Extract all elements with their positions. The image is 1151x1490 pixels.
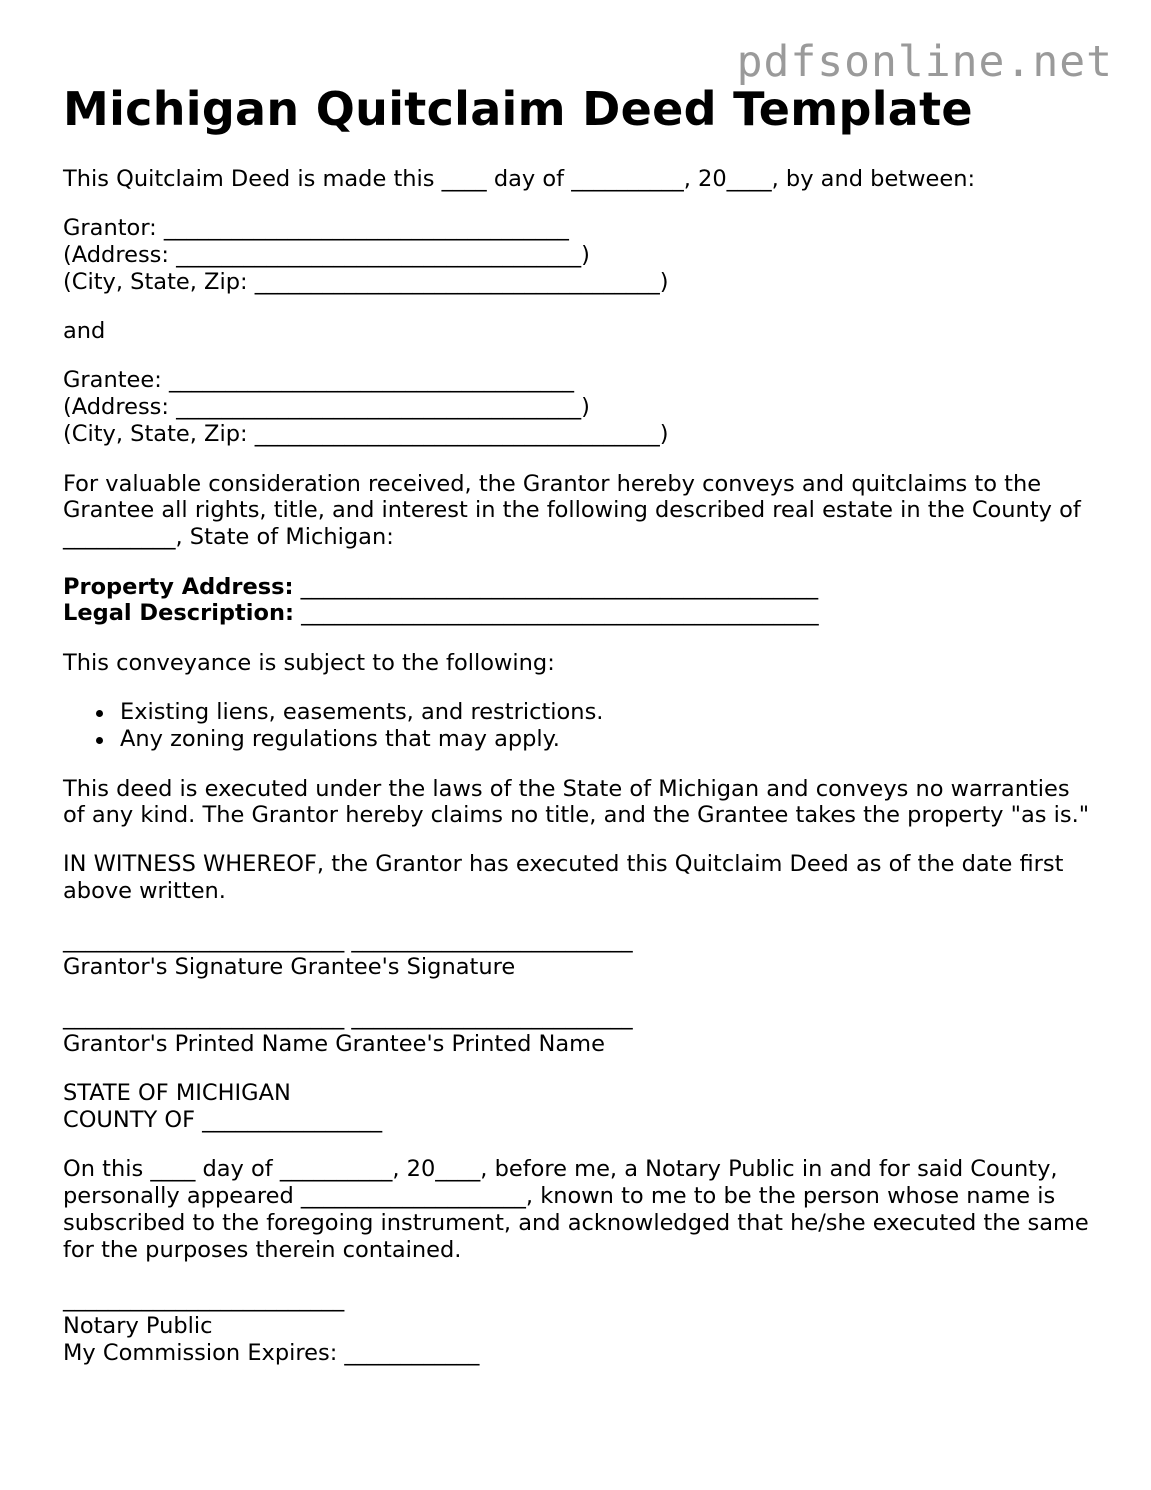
laws-line-2: of any kind. The Grantor hereby claims no title, and the Grantee takes the property "as is." [63, 802, 1090, 828]
grantee-name-line: Grantee: ____________________________________ [63, 367, 574, 393]
acknowledgment-line-2: personally appeared ____________________, known to me to be the person whose name is [63, 1183, 1056, 1209]
acknowledgment-line-4: for the purposes therein contained. [63, 1237, 462, 1263]
witness-line-2: above written. [63, 878, 226, 904]
subject-list [63, 699, 603, 753]
consideration-line-3: __________, State of Michigan: [63, 524, 394, 550]
list-item: Any zoning regulations that may apply. [63, 726, 603, 753]
document-title: Michigan Quitclaim Deed Template [63, 82, 973, 136]
and-text: and [63, 318, 106, 344]
subject-intro: This conveyance is subject to the following: [63, 650, 555, 676]
grantee-city-line: (City, State, Zip: ____________________________________) [63, 421, 669, 447]
legal-description-blank: ______________________________________________ [293, 600, 819, 626]
property-address-blank: ______________________________________________ [293, 574, 819, 600]
list-item: Existing liens, easements, and restrictions. [63, 699, 603, 726]
grantor-city-line: (City, State, Zip: ____________________________________) [63, 269, 669, 295]
signature-lines: _________________________ _________________________ [63, 927, 633, 953]
property-address-label: Property Address: [63, 574, 294, 600]
legal-description-label: Legal Description: [63, 600, 294, 626]
grantor-name-line: Grantor: ____________________________________ [63, 215, 569, 241]
printed-name-lines: _________________________ _________________________ [63, 1004, 633, 1030]
laws-line-1: This deed is executed under the laws of the State of Michigan and conveys no warranties [63, 776, 1070, 802]
notary-signature-line: _________________________ [63, 1286, 345, 1312]
grantee-address-line: (Address: ____________________________________) [63, 394, 590, 420]
consideration-line-2: Grantee all rights, title, and interest in the following described real estate in the County of [63, 497, 1081, 523]
intro-line: This Quitclaim Deed is made this ____ day of __________, 20____, by and between: [63, 166, 976, 192]
legal-description-line [63, 600, 819, 627]
notary-state: STATE OF MICHIGAN [63, 1080, 291, 1106]
acknowledgment-line-1: On this ____ day of __________, 20____, before me, a Notary Public in and for said County, [63, 1156, 1058, 1182]
grantor-address-line: (Address: ____________________________________) [63, 242, 590, 268]
property-address-line [63, 574, 818, 601]
commission-expires-line: My Commission Expires: ____________ [63, 1340, 480, 1366]
witness-line-1: IN WITNESS WHEREOF, the Grantor has executed this Quitclaim Deed as of the date first [63, 851, 1064, 877]
consideration-line-1: For valuable consideration received, the Grantor hereby conveys and quitclaims to the [63, 471, 1042, 497]
notary-public-label: Notary Public [63, 1313, 213, 1339]
printed-name-labels: Grantor's Printed Name Grantee's Printed Name [63, 1031, 605, 1057]
notary-county: COUNTY OF ________________ [63, 1107, 383, 1133]
watermark: pdfsonline.net [736, 37, 1113, 87]
acknowledgment-line-3: subscribed to the foregoing instrument, and acknowledged that he/she executed the same [63, 1210, 1089, 1236]
signature-labels: Grantor's Signature Grantee's Signature [63, 954, 516, 980]
